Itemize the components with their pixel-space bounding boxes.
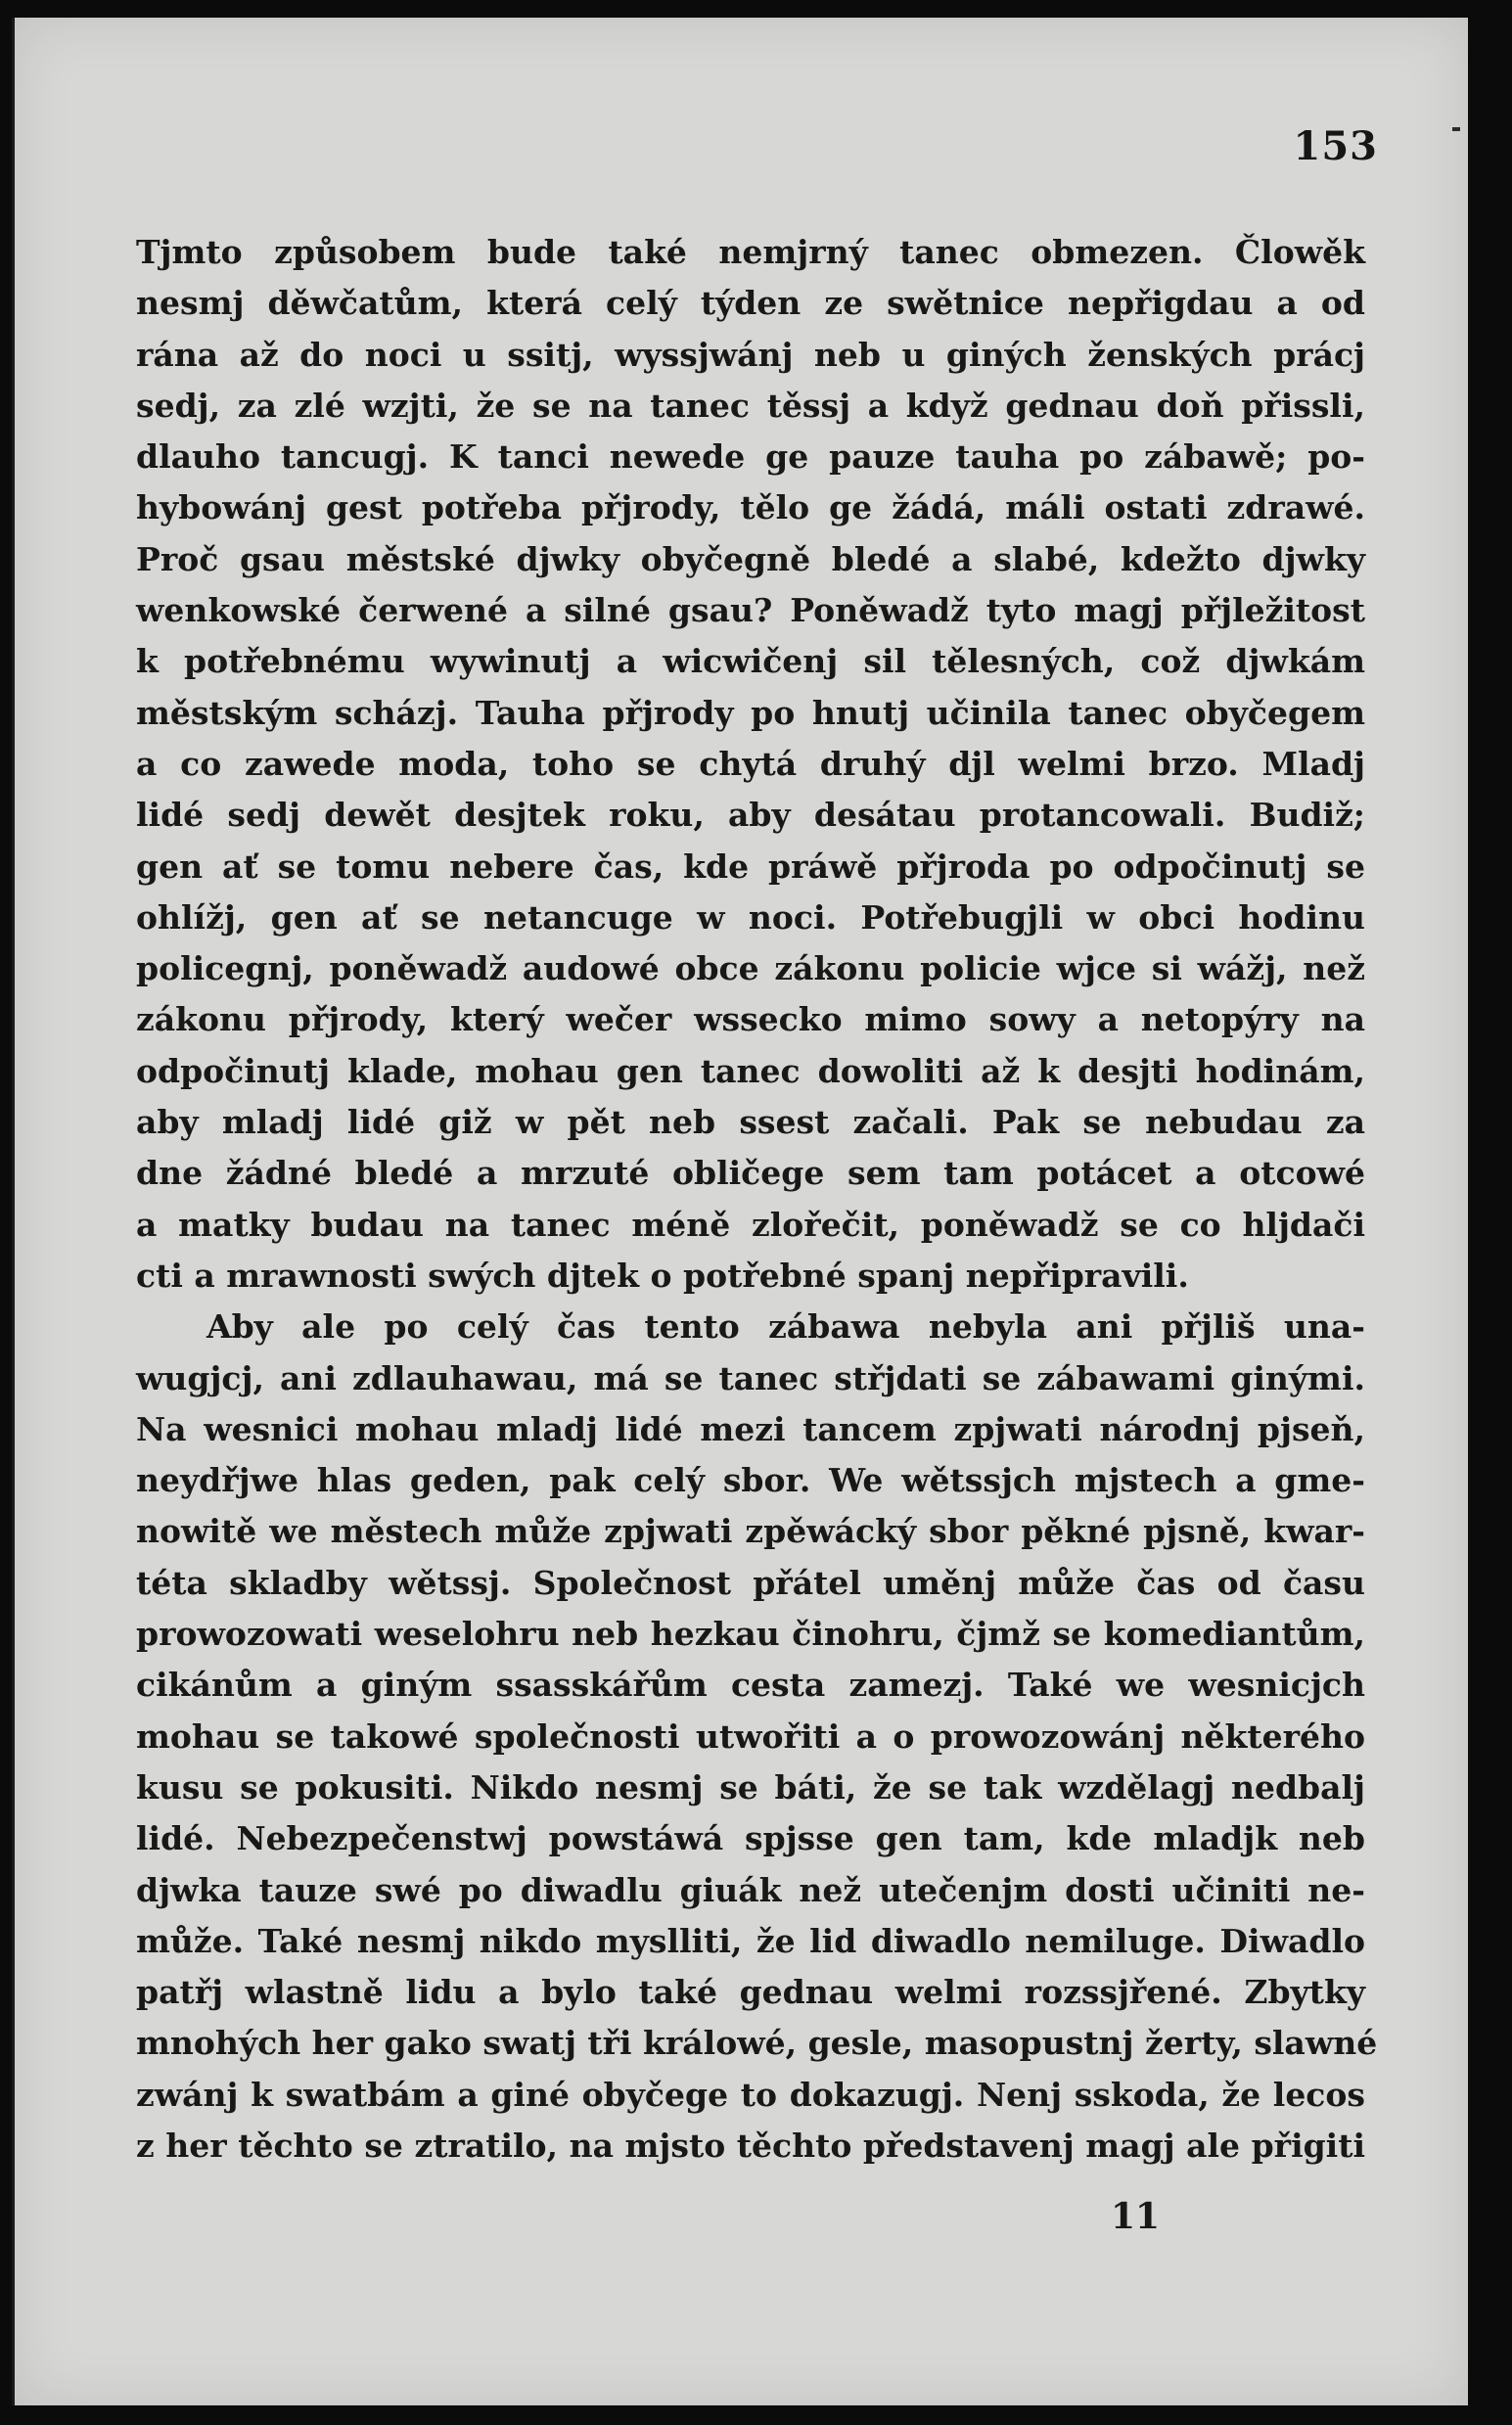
text-line: cikánům a giným ssasskářům cesta zamezj. Také we wesnicjch	[136, 1666, 1365, 1705]
book-page	[12, 18, 1468, 2405]
text-line: mnohých her gako swatj tři králowé, gesle, masopustnj žerty, slawné	[136, 2024, 1378, 2063]
text-line: Tjmto způsobem bude také nemjrný tanec obmezen. Člowěk	[136, 233, 1365, 271]
text-line: téta skladby wětssj. Společnost přátel uměnj může čas od času	[136, 1563, 1365, 1602]
body-text	[136, 227, 1378, 2172]
text-line: dlauho tancugj. K tanci newede ge pauze tauha po zábawě; po-	[136, 437, 1365, 477]
text-line: může. Také nesmj nikdo myslliti, že lid diwadlo nemiluge. Diwadlo	[136, 1921, 1365, 1960]
text-line: prowozowati weselohru neb hezkau činohru, čjmž se komediantům,	[136, 1615, 1365, 1654]
text-line: lidé. Nebezpečenstwj powstáwá spjsse gen tam, kde mladjk neb	[136, 1819, 1365, 1858]
text-line: dne žádné bledé a mrzuté obličege sem tam potácet a otcowé	[136, 1154, 1365, 1193]
text-line: městským scházj. Tauha přjrody po hnutj učinila tanec obyčegem	[136, 693, 1365, 732]
text-line: Proč gsau městské djwky obyčegně bledé a slabé, kdežto djwky	[136, 539, 1365, 578]
text-line: nowitě we městech může zpjwati zpěwácký sbor pěkné pjsně, kwar-	[136, 1512, 1365, 1551]
text-line: lidé sedj dewět desjtek roku, aby desátau protancowali. Budiž;	[136, 796, 1365, 835]
text-line: sedj, za zlé wzjti, že se na tanec těssj a když gednau doň přissli,	[136, 386, 1365, 425]
text-line: k potřebnému wywinutj a wicwičenj sil tělesných, což djwkám	[136, 642, 1365, 681]
text-line: aby mladj lidé giž w pět neb ssest začali. Pak se nebudau za	[136, 1103, 1365, 1142]
text-line: patřj wlastně lidu a bylo také gednau welmi rozssjřené. Zbytky	[136, 1973, 1365, 2012]
paragraph-end-line: cti a mrawnosti swých djtek o potřebné spanj nepřipravili.	[136, 1256, 1189, 1295]
text-line: nesmj děwčatům, která celý týden ze swětnice nepřigdau a od	[136, 284, 1365, 323]
page-number: 153	[1293, 123, 1378, 169]
text-line: kusu se pokusiti. Nikdo nesmj se báti, že se tak wzdělagj nedbalj	[136, 1767, 1365, 1807]
text-line: a matky budau na tanec méně zlořečit, poněwadž se co hljdači	[136, 1205, 1365, 1244]
text-line: neydřjwe hlas geden, pak celý sbor. We wětssjch mjstech a gme-	[136, 1461, 1365, 1500]
edge-mark	[1452, 127, 1460, 131]
signature-mark: 11	[1111, 2196, 1161, 2237]
text-line: wugjcj, ani zdlauhawau, má se tanec střjdati se zábawami ginými.	[136, 1358, 1365, 1397]
text-line: ohlížj, gen ať se netancuge w noci. Potřebugjli w obci hodinu	[136, 897, 1365, 937]
text-line: policegnj, poněwadž audowé obce zákonu policie wjce si wážj, než	[136, 949, 1365, 988]
text-line: rána až do noci u ssitj, wyssjwánj neb u giných ženských prácj	[136, 335, 1365, 374]
text-line: a co zawede moda, toho se chytá druhý djl welmi brzo. Mladj	[136, 744, 1365, 783]
text-line: wenkowské čerwené a silné gsau? Poněwadž tyto magj přjležitost	[136, 591, 1365, 630]
text-line: Na wesnici mohau mladj lidé mezi tancem zpjwati národnj pjseň,	[136, 1409, 1365, 1448]
text-line: zákonu přjrody, který wečer wssecko mimo sowy a netopýry na	[136, 1000, 1365, 1039]
text-line: mohau se takowé společnosti utwořiti a o prowozowánj některého	[136, 1716, 1365, 1756]
text-line: gen ať se tomu nebere čas, kde práwě přjroda po odpočinutj se	[136, 846, 1365, 886]
text-line: zwánj k swatbám a giné obyčege to dokazugj. Nenj sskoda, že lecos	[136, 2075, 1365, 2114]
text-line: djwka tauze swé po diwadlu giuák než utečenjm dosti učiniti ne-	[136, 1870, 1365, 1909]
paragraph-start-line: Aby ale po celý čas tento zábawa nebyla ani přjliš una-	[206, 1307, 1365, 1347]
text-line: odpočinutj klade, mohau gen tanec dowoliti až k desjti hodinám,	[136, 1051, 1365, 1090]
text-line: hybowánj gest potřeba přjrody, tělo ge žádá, máli ostati zdrawé.	[136, 488, 1365, 527]
text-line: z her těchto se ztratilo, na mjsto těchto představenj magj ale přigiti	[136, 2126, 1365, 2165]
